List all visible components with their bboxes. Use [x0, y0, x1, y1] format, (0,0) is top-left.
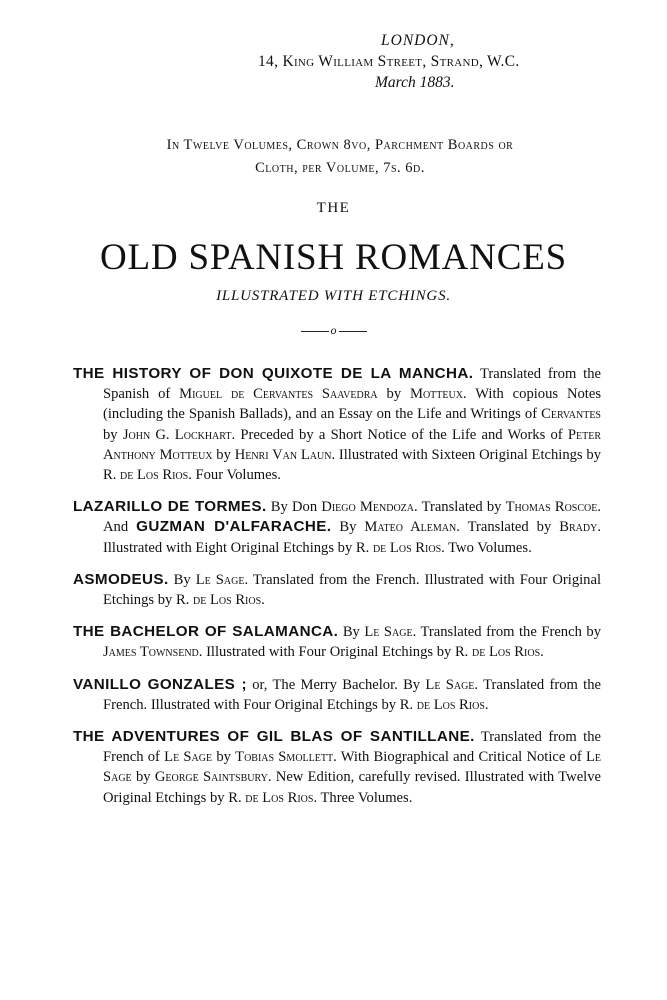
divider-rule-left: [301, 331, 329, 332]
person-name: Le Sage: [425, 676, 475, 693]
person-name: John G. Lockhart: [122, 426, 232, 443]
book-entry: [73, 622, 601, 662]
person-name: R. de Los Rios: [103, 467, 189, 484]
person-name: R. de Los Rios: [228, 789, 314, 806]
book-title: VANILLO GONZALES ;: [73, 675, 247, 693]
person-name: George Saintsbury: [154, 769, 268, 786]
book-title: THE BACHELOR OF SALAMANCA.: [73, 623, 339, 641]
book-entry-text: [73, 675, 601, 715]
description-text: . With copious Notes (including the Spanish Ballads), and an Essay on the Life and Writings of: [103, 386, 602, 423]
description-text: . Two Volumes.: [441, 539, 532, 556]
person-name: Cervantes: [541, 406, 601, 423]
description-text: . Four Volumes.: [188, 467, 281, 484]
person-name: Brady: [559, 519, 598, 536]
ornament-divider: [0, 323, 667, 338]
person-name: Le Sage: [103, 749, 602, 786]
description-text: Translated from the French of: [103, 729, 601, 766]
description-text: by: [212, 446, 235, 463]
person-name: R. de Los Rios: [399, 696, 485, 713]
description-text: by: [131, 769, 155, 786]
series-title: OLD SPANISH ROMANCES: [100, 237, 567, 278]
person-name: R. de Los Rios: [175, 592, 262, 609]
person-name: R. de Los Rios: [355, 539, 442, 556]
description-text: . With Biographical and Critical Notice of: [333, 749, 586, 766]
description-text: . Translated from the French by: [412, 624, 601, 641]
person-name: Motteux: [409, 386, 463, 403]
description-text: .: [540, 644, 544, 661]
publication-terms: [60, 134, 620, 180]
description-text: .: [484, 696, 489, 713]
book-entry: [73, 727, 601, 808]
description-text: . Translated from the French. Illustrated with Four Original Etchings by: [103, 676, 601, 713]
description-text: .: [261, 592, 265, 609]
description-text: by: [377, 386, 410, 403]
person-name: Peter Anthony Motteux: [103, 426, 602, 463]
description-text: . Translated from the French. Illustrated with Four Original Etchings by: [103, 571, 602, 609]
person-name: Diego Mendoza: [321, 499, 414, 516]
imprint-date: March 1883.: [375, 74, 455, 91]
person-name: Le Sage: [164, 749, 213, 766]
divider-rule-right: [339, 331, 367, 332]
description-text: . And: [103, 499, 602, 536]
book-entry: [73, 570, 601, 610]
terms-line-1: In Twelve Volumes, Crown 8vo, Parchment Boards or: [166, 137, 514, 153]
description-text: . Preceded by a Short Notice of the Life and Works of: [231, 426, 568, 443]
person-name: R. de Los Rios: [454, 644, 541, 661]
book-entry-text: [73, 622, 601, 662]
description-text: . Translated by: [414, 499, 506, 516]
book-title: LAZARILLO DE TORMES.: [73, 498, 267, 516]
book-title: ASMODEUS.: [73, 570, 169, 588]
description-text: . Three Volumes.: [313, 789, 413, 806]
imprint-address: 14, King William Street, Strand, W.C.: [258, 53, 520, 70]
description-text: Translated from the Spanish of: [103, 366, 601, 403]
book-entry-text: [73, 570, 601, 610]
book-title: THE ADVENTURES OF GIL BLAS OF SANTILLANE.: [73, 728, 475, 746]
book-entry-text: [73, 364, 601, 485]
description-text: . Illustrated with Four Original Etchings by: [198, 644, 455, 661]
description-text: or, The Merry Bachelor. By: [246, 676, 426, 693]
book-list: [73, 364, 601, 820]
person-name: Thomas Roscoe: [505, 499, 598, 516]
person-name: Miguel de Cervantes Saavedra: [179, 386, 378, 403]
person-name: Le Sage: [364, 624, 413, 641]
description-text: . Illustrated with Sixteen Original Etchings by: [331, 446, 601, 463]
description-text: By Don: [266, 499, 322, 516]
description-text: By: [338, 624, 365, 641]
description-text: By: [168, 571, 196, 588]
title-article: THE: [316, 200, 351, 216]
book-entry-text: [73, 497, 601, 558]
person-name: Tobias Smollett: [235, 749, 334, 766]
description-text: . Illustrated with Eight Original Etchings by: [103, 519, 601, 556]
series-subtitle: ILLUSTRATED WITH ETCHINGS.: [216, 288, 451, 304]
person-name: Mateo Aleman: [364, 519, 457, 536]
imprint-city: LONDON,: [381, 32, 455, 49]
description-text: by: [103, 426, 123, 443]
description-text: By: [331, 519, 365, 536]
book-entry: [73, 364, 601, 485]
description-text: by: [212, 749, 236, 766]
book-entry: [73, 497, 601, 558]
divider-mark: o: [330, 323, 337, 337]
book-entry-text: [73, 727, 601, 808]
book-title: THE HISTORY OF DON QUIXOTE DE LA MANCHA.: [73, 365, 474, 382]
book-entry: [73, 675, 601, 715]
description-text: . Translated by: [456, 519, 560, 536]
person-name: Henri Van Laun: [234, 446, 332, 463]
terms-line-2: Cloth, per Volume, 7s. 6d.: [255, 160, 425, 176]
person-name: Le Sage: [195, 571, 245, 588]
book-title: GUZMAN D'ALFARACHE.: [136, 518, 332, 536]
description-text: . New Edition, carefully revised. Illustrated with Twelve Original Etchings by: [103, 769, 601, 806]
person-name: James Townsend: [103, 644, 199, 661]
